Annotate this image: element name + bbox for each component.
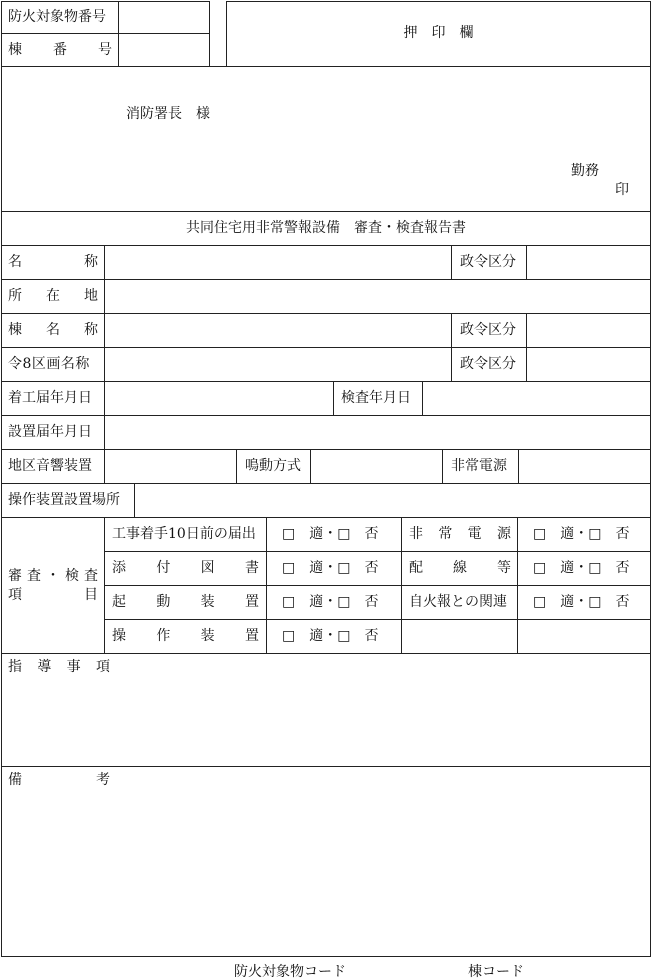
ordinance-field-1[interactable] <box>527 246 650 279</box>
inspection-date-label: 検査年月日 <box>341 390 411 406</box>
building-name-label: 棟 名 称 <box>8 322 98 338</box>
sound-device-label: 地区音響装置 <box>8 458 92 474</box>
form-title: 共同住宅用非常警報設備 審査・検査報告書 <box>186 220 466 236</box>
check-option[interactable]: □ 適・□ 否 <box>282 628 379 644</box>
ordinance-label-2: 政令区分 <box>460 322 516 338</box>
recipient-label: 消防署長 様 <box>126 106 210 122</box>
row-line <box>104 619 651 620</box>
col-line <box>401 518 402 653</box>
col-line <box>333 382 334 415</box>
ordinance-field-3[interactable] <box>527 348 650 381</box>
sounding-method-label: 鳴動方式 <box>245 458 301 474</box>
location-field[interactable] <box>105 280 650 313</box>
remarks-label: 備 考 <box>8 772 110 788</box>
sound-device-field[interactable] <box>105 450 236 483</box>
header-divider-row <box>1 33 210 34</box>
ordinance-label-3: 政令区分 <box>460 356 516 372</box>
row-line <box>1 766 651 767</box>
operation-place-field[interactable] <box>135 484 650 517</box>
location-label: 所 在 地 <box>8 288 98 304</box>
sounding-method-field[interactable] <box>311 450 442 483</box>
check-item-label: 自火報との関連 <box>409 594 507 610</box>
col-line <box>442 450 443 483</box>
name-label: 名 称 <box>8 254 98 270</box>
check-option[interactable]: □ 適・□ 否 <box>282 560 379 576</box>
review-label: 審 査 ・ 検 査 <box>8 568 98 584</box>
row-line <box>104 551 651 552</box>
district-label: 令8区画名称 <box>8 356 90 372</box>
check-item-label: 起 動 装 置 <box>112 594 259 610</box>
check-option[interactable]: □ 適・□ 否 <box>533 594 630 610</box>
col-line <box>236 450 237 483</box>
emergency-power-label: 非常電源 <box>451 458 507 474</box>
check-item-label: 非 常 電 源 <box>409 526 511 542</box>
building-number-label: 棟 番 号 <box>8 42 112 58</box>
district-field[interactable] <box>105 348 451 381</box>
col-line <box>451 246 452 279</box>
remarks-field[interactable] <box>2 791 650 956</box>
row-line <box>1 517 651 518</box>
guidance-label: 指 導 事 項 <box>8 659 110 675</box>
stamp-label: 押 印 欄 <box>403 25 474 41</box>
fire-object-number-label: 防火対象物番号 <box>8 9 106 25</box>
check-item-label: 操 作 装 置 <box>112 628 259 644</box>
ordinance-label-1: 政令区分 <box>460 254 516 270</box>
item-label: 項 目 <box>8 587 98 603</box>
check-option[interactable]: □ 適・□ 否 <box>282 526 379 542</box>
row-line <box>1 653 651 654</box>
row-line <box>104 585 651 586</box>
check-item-label: 工事着手10日前の届出 <box>112 526 256 542</box>
ordinance-field-2[interactable] <box>527 314 650 347</box>
building-code-label: 棟コード <box>468 964 524 980</box>
guidance-field[interactable] <box>2 678 650 766</box>
check-item-label: 配 線 等 <box>409 560 511 576</box>
row-line <box>1 211 651 212</box>
check-item-label: 添 付 図 書 <box>112 560 259 576</box>
col-line <box>517 518 518 653</box>
inspection-date-field[interactable] <box>423 382 650 415</box>
emergency-power-field[interactable] <box>519 450 650 483</box>
installation-date-field[interactable] <box>105 416 650 449</box>
col-line <box>451 314 452 381</box>
fire-object-code-label: 防火対象物コード <box>234 964 346 980</box>
building-number-field[interactable] <box>119 35 209 66</box>
fire-object-number-field[interactable] <box>119 2 209 33</box>
duty-label: 勤務 <box>571 163 599 179</box>
check-option[interactable]: □ 適・□ 否 <box>533 526 630 542</box>
construction-date-field[interactable] <box>105 382 333 415</box>
check-option[interactable]: □ 適・□ 否 <box>533 560 630 576</box>
construction-date-label: 着工届年月日 <box>8 390 92 406</box>
installation-date-label: 設置届年月日 <box>8 424 92 440</box>
col-line <box>266 518 267 653</box>
check-option[interactable]: □ 適・□ 否 <box>282 594 379 610</box>
building-name-field[interactable] <box>105 314 451 347</box>
col-line <box>104 518 105 653</box>
name-field[interactable] <box>105 246 451 279</box>
seal-label: 印 <box>615 182 629 198</box>
operation-place-label: 操作装置設置場所 <box>8 492 120 508</box>
